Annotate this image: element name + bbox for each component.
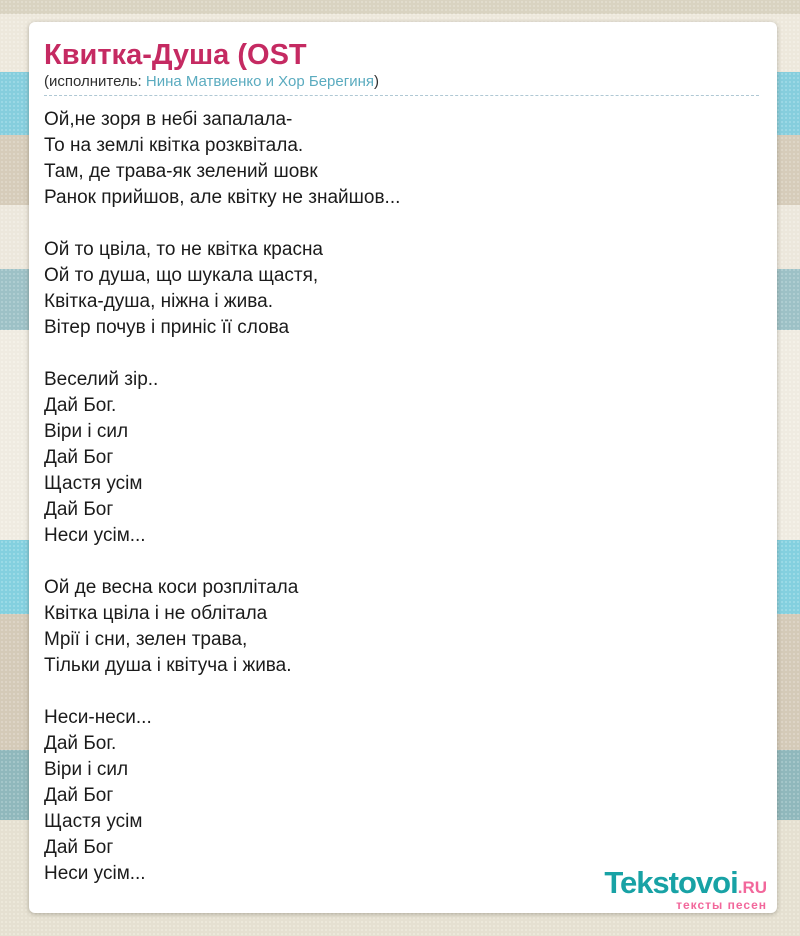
logo-text: Tekstovoi — [604, 865, 738, 900]
artist-link[interactable]: Нина Матвиенко и Хор Берегиня — [145, 73, 375, 90]
lyric-line: Квітка-душа, ніжна і жива. — [44, 291, 273, 312]
page-title: Квитка-Душа (OST — [44, 39, 307, 71]
lyric-line: Веселий зір.. — [44, 369, 159, 390]
lyric-line: Віри і сил — [44, 759, 129, 780]
logo-domain: .RU — [737, 878, 767, 897]
lyric-line: Вітер почув і приніс її слова — [44, 317, 290, 338]
logo-wordmark — [604, 867, 767, 898]
lyric-line: Дай Бог — [44, 447, 114, 468]
lyric-line: То на землі квітка розквітала. — [44, 135, 304, 156]
lyric-line: Тільки душа і квітуча і жива. — [44, 655, 292, 676]
lyric-line: Ой то цвіла, то не квітка красна — [44, 239, 323, 260]
stanza — [44, 107, 759, 211]
stanza — [44, 575, 759, 679]
site-logo[interactable] — [604, 867, 767, 911]
lyric-line: Ранок прийшов, але квітку не знайшов... — [44, 187, 401, 208]
stanza — [44, 705, 759, 887]
performer-suffix: ) — [374, 73, 380, 90]
lyric-line: Щастя усім — [44, 811, 143, 832]
lyric-line: Квітка цвіла і не облітала — [44, 603, 268, 624]
lyrics — [44, 107, 759, 887]
lyric-line: Щастя усім — [44, 473, 143, 494]
lyrics-card — [29, 22, 777, 913]
lyric-line: Дай Бог — [44, 785, 114, 806]
lyric-line: Неси-неси... — [44, 707, 152, 728]
performer-label: (исполнитель: — [44, 73, 146, 90]
lyric-line: Дай Бог. — [44, 395, 117, 416]
lyric-line: Неси усім... — [44, 863, 146, 884]
lyric-line: Віри і сил — [44, 421, 129, 442]
lyric-line: Ой,не зоря в небі запалала- — [44, 109, 293, 130]
lyric-line: Неси усім... — [44, 525, 146, 546]
lyric-line: Ой то душа, що шукала щастя, — [44, 265, 319, 286]
lyric-line: Дай Бог. — [44, 733, 117, 754]
lyric-line: Мрії і сни, зелен трава, — [44, 629, 248, 650]
performer-line — [44, 72, 759, 96]
lyric-line: Ой де весна коси розплітала — [44, 577, 299, 598]
stanza — [44, 367, 759, 549]
lyric-line: Там, де трава-як зелений шовк — [44, 161, 318, 182]
lyric-line: Дай Бог — [44, 837, 114, 858]
logo-tagline: тексты песен — [676, 898, 767, 912]
lyric-line: Дай Бог — [44, 499, 114, 520]
stanza — [44, 237, 759, 341]
